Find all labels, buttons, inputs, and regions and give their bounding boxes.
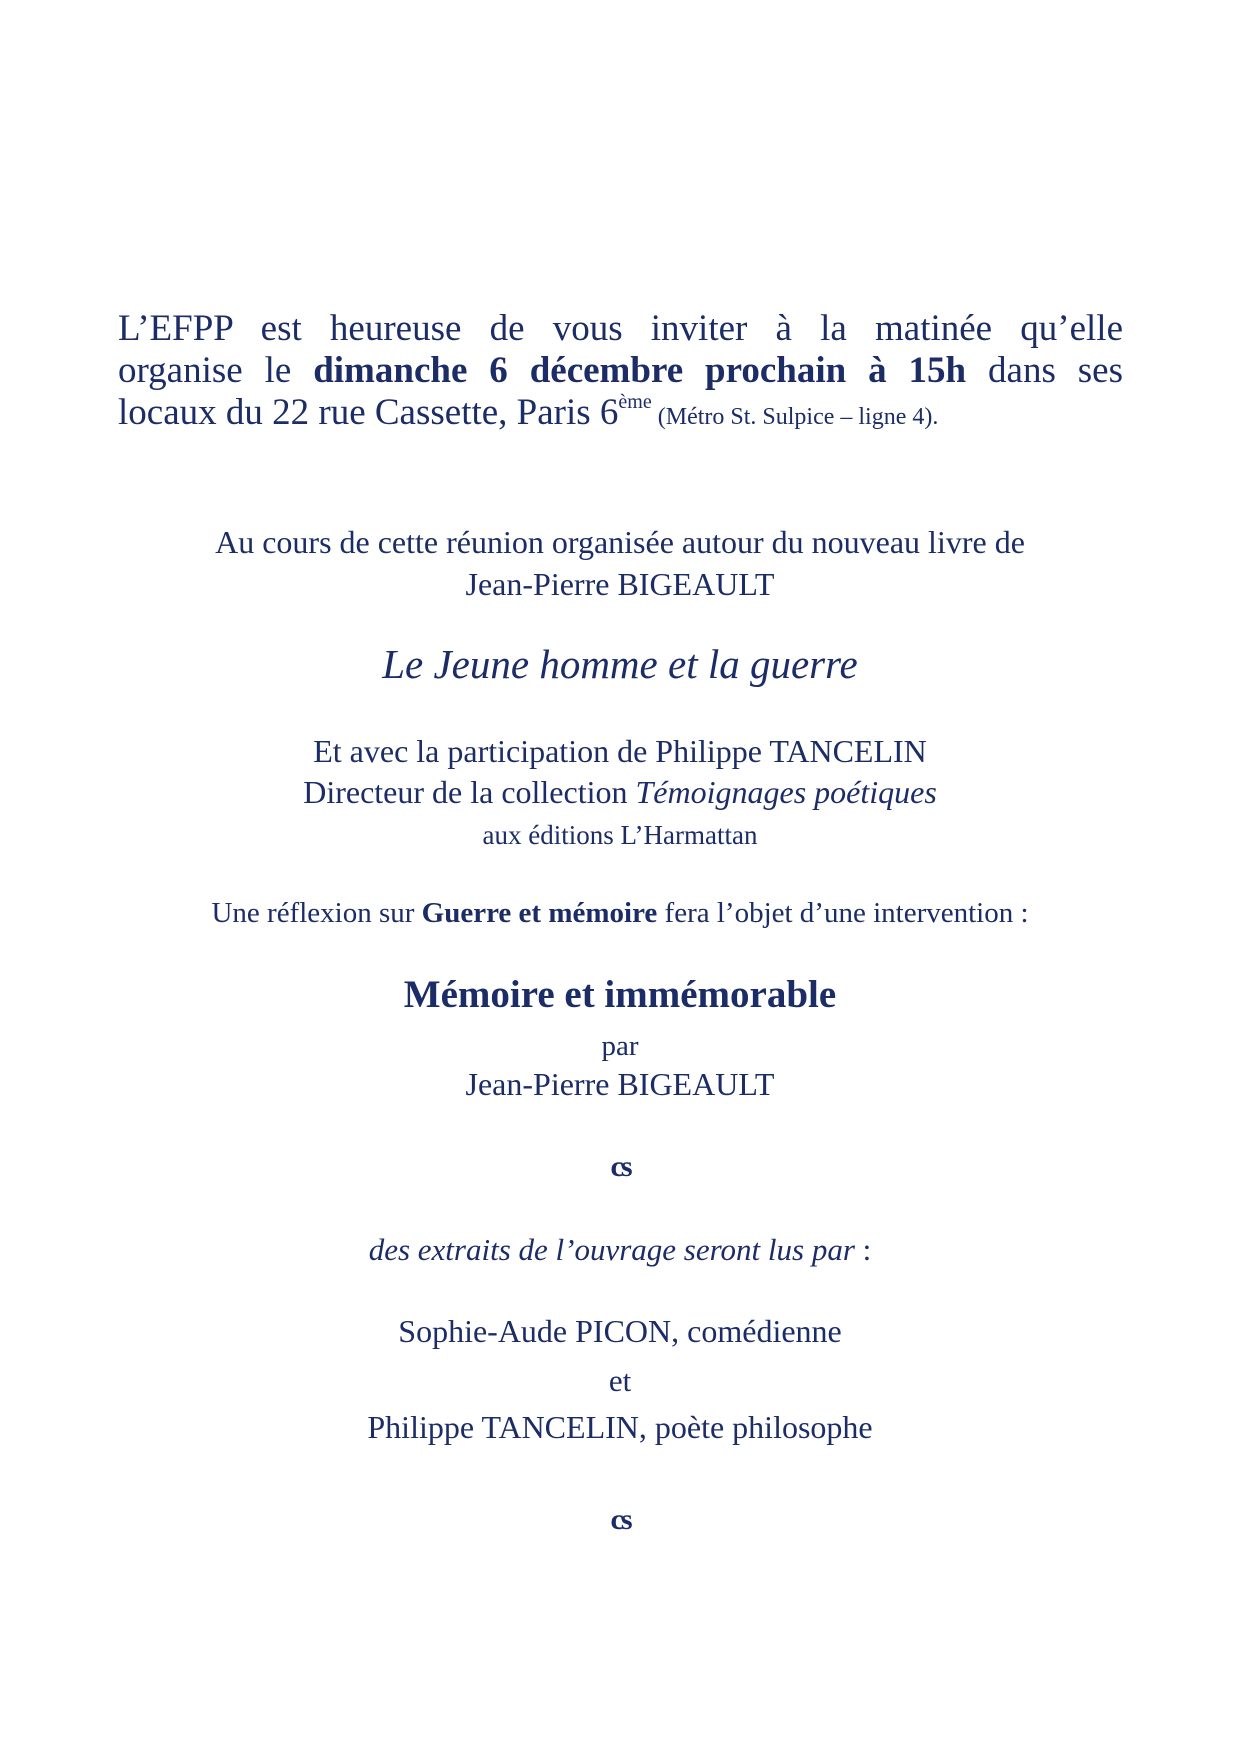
readings-intro-text: des extraits de l’ouvrage seront lus par <box>368 1232 855 1267</box>
reflection-topic: Guerre et mémoire <box>421 897 658 929</box>
book-title: Le Jeune homme et la guerre <box>382 641 858 687</box>
reader-1: Sophie-Aude PICON, comédienne <box>398 1313 842 1349</box>
intro-line-2-prefix: organise le <box>118 350 314 391</box>
reflection-suffix: fera l’objet d’une intervention : <box>657 897 1029 929</box>
collection-name: Témoignages poétiques <box>635 774 937 810</box>
ornament-divider: cs <box>610 1150 630 1183</box>
intro-line-2-suffix: dans ses <box>966 350 1123 391</box>
participation-line-2 <box>0 774 1240 811</box>
intro-paragraph <box>118 308 1123 438</box>
participation-line-3: aux éditions L’Harmattan <box>482 820 758 850</box>
reflection-line <box>0 897 1240 930</box>
ornament-divider-bottom: cs <box>610 1503 630 1536</box>
event-date: dimanche 6 décembre prochain à 15h <box>313 350 967 391</box>
readings-intro <box>0 1232 1240 1268</box>
intro-line-1: L’EFPP est heureuse de vous inviter à la matinée qu’elle <box>118 308 1123 349</box>
reflection-prefix: Une réflexion sur <box>211 897 422 929</box>
reader-conjunction: et <box>608 1363 632 1398</box>
intro-line-3 <box>118 392 1123 438</box>
arrondissement-suffix: ème <box>618 391 652 413</box>
participation-line-2-prefix: Directeur de la collection <box>303 774 636 810</box>
book-author: Jean-Pierre BIGEAULT <box>465 566 775 602</box>
readings-intro-colon: : <box>854 1232 872 1267</box>
talk-speaker: Jean-Pierre BIGEAULT <box>465 1066 775 1102</box>
talk-title: Mémoire et immémorable <box>403 973 837 1016</box>
event-address: locaux du 22 rue Cassette, Paris 6 <box>118 392 619 433</box>
metro-info: (Métro St. Sulpice – ligne 4). <box>651 404 939 430</box>
intro-line-2 <box>118 350 1123 392</box>
participation-line-1: Et avec la participation de Philippe TANCELIN <box>313 733 927 769</box>
book-intro-line: Au cours de cette réunion organisée autour du nouveau livre de <box>215 524 1025 560</box>
talk-par: par <box>601 1030 639 1062</box>
reader-2: Philippe TANCELIN, poète philosophe <box>367 1409 873 1445</box>
